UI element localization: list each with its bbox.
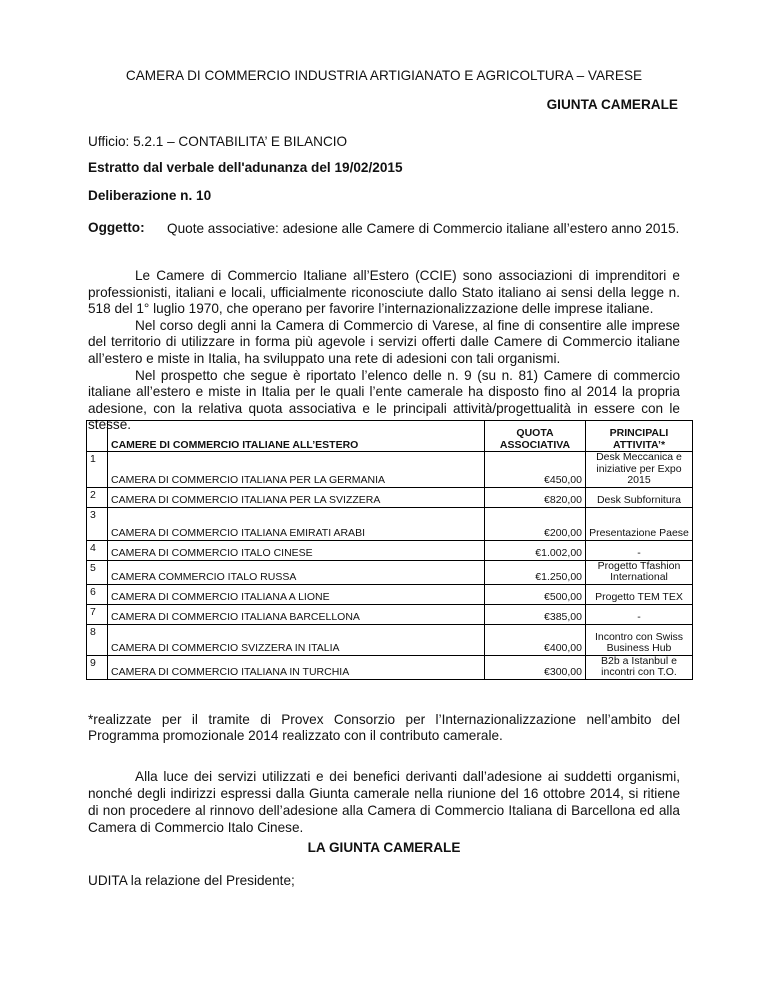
header-attivita: PRINCIPALI ATTIVITA’* <box>586 421 693 452</box>
row-number: 8 <box>87 624 108 655</box>
paragraph-3: Nel prospetto che segue è riportato l’elenco delle n. 9 (su n. 81) Camere di commercio italiane all’estero e miste in Italia per le quali l’ente camerale ha disposto fino al 2014 la propria adesione, con la relativa quota associativa e le principali attività/progettualità in essere con le stesse. <box>88 367 680 433</box>
row-attivita: Desk Subfornitura <box>586 487 693 507</box>
row-attivita: - <box>586 540 693 560</box>
closing-paragraph <box>88 768 680 836</box>
row-number: 6 <box>87 584 108 604</box>
la-giunta-heading: LA GIUNTA CAMERALE <box>307 840 461 855</box>
row-chamber-name: CAMERA DI COMMERCIO ITALIANA PER LA SVIZZERA <box>108 487 485 507</box>
oggetto-label: Oggetto: <box>88 220 145 235</box>
table-row <box>87 584 693 604</box>
row-number: 3 <box>87 507 108 540</box>
table-row <box>87 452 693 488</box>
row-attivita: Desk Meccanica e iniziative per Expo 2015 <box>586 452 693 488</box>
table-row <box>87 560 693 584</box>
table-row <box>87 655 693 679</box>
row-quota: €820,00 <box>485 487 586 507</box>
row-number: 1 <box>87 452 108 488</box>
header-quota: QUOTA ASSOCIATIVA <box>485 421 586 452</box>
paragraph-4: Alla luce dei servizi utilizzati e dei benefici derivanti dall’adesione ai suddetti organismi, nonché degli indirizzi espressi dalla Giunta camerale nella riunione del 16 ottobre 2014, si ritiene di non procedere al rinnovo dell’adesione alla Camera di Commercio Italiana di Barcellona ed alla Camera di Commercio Italo Cinese. <box>88 769 680 835</box>
row-attivita: - <box>586 604 693 624</box>
row-number: 9 <box>87 655 108 679</box>
table-row <box>87 624 693 655</box>
row-chamber-name: CAMERA DI COMMERCIO ITALIANA BARCELLONA <box>108 604 485 624</box>
table-header-row <box>87 421 693 452</box>
paragraph-1: Le Camere di Commercio Italiane all’Estero (CCIE) sono associazioni di imprenditori e professionisti, italiani e locali, ufficialmente riconosciute dallo Stato italiano ai sensi della legge n. 518 del 1° luglio 1970, che operano per favorire l’internazionalizzazione delle imprese italiane. <box>88 268 680 317</box>
row-quota: €400,00 <box>485 624 586 655</box>
header-blank-cell <box>87 421 108 452</box>
deliberazione-line: Deliberazione n. 10 <box>88 188 212 203</box>
chambers-table <box>86 420 693 680</box>
row-number: 4 <box>87 540 108 560</box>
row-attivita: B2b a Istanbul e incontri con T.O. <box>586 655 693 679</box>
ufficio-line: Ufficio: 5.2.1 – CONTABILITA’ E BILANCIO <box>88 134 348 149</box>
row-chamber-name: CAMERA COMMERCIO ITALO RUSSA <box>108 560 485 584</box>
row-quota: €200,00 <box>485 507 586 540</box>
paragraph-2: Nel corso degli anni la Camera di Commercio di Varese, al fine di consentire alle imprese del territorio di utilizzare in forma più agevole i servizi offerti dalle Camere di Commercio italiane all’estero e miste in Italia, ha sviluppato una rete di adesioni con tali organismi. <box>88 317 680 366</box>
row-attivita: Presentazione Paese <box>586 507 693 540</box>
row-chamber-name: CAMERA DI COMMERCIO ITALIANA A LIONE <box>108 584 485 604</box>
row-chamber-name: CAMERA DI COMMERCIO ITALIANA EMIRATI ARABI <box>108 507 485 540</box>
row-attivita: Progetto Tfashion International <box>586 560 693 584</box>
row-chamber-name: CAMERA DI COMMERCIO ITALO CINESE <box>108 540 485 560</box>
table-row <box>87 507 693 540</box>
row-chamber-name: CAMERA DI COMMERCIO ITALIANA IN TURCHIA <box>108 655 485 679</box>
row-quota: €300,00 <box>485 655 586 679</box>
row-number: 2 <box>87 487 108 507</box>
row-quota: €450,00 <box>485 452 586 488</box>
row-quota: €1.002,00 <box>485 540 586 560</box>
row-quota: €500,00 <box>485 584 586 604</box>
udita-line: UDITA la relazione del Presidente; <box>88 873 295 888</box>
chamber-header: CAMERA DI COMMERCIO INDUSTRIA ARTIGIANATO E AGRICOLTURA – VARESE <box>125 68 643 83</box>
giunta-title: GIUNTA CAMERALE <box>546 97 678 112</box>
row-quota: €385,00 <box>485 604 586 624</box>
row-number: 7 <box>87 604 108 624</box>
table-row <box>87 540 693 560</box>
header-name: CAMERE DI COMMERCIO ITALIANE ALL’ESTERO <box>108 421 485 452</box>
row-chamber-name: CAMERA DI COMMERCIO SVIZZERA IN ITALIA <box>108 624 485 655</box>
estratto-line: Estratto dal verbale dell'adunanza del 19/02/2015 <box>88 160 403 175</box>
table-body <box>87 452 693 680</box>
row-attivita: Progetto TEM TEX <box>586 584 693 604</box>
row-attivita: Incontro con Swiss Business Hub <box>586 624 693 655</box>
row-quota: €1.250,00 <box>485 560 586 584</box>
row-number: 5 <box>87 560 108 584</box>
table-row <box>87 487 693 507</box>
row-chamber-name: CAMERA DI COMMERCIO ITALIANA PER LA GERMANIA <box>108 452 485 488</box>
intro-paragraphs <box>88 268 680 434</box>
table-row <box>87 604 693 624</box>
oggetto-text: Quote associative: adesione alle Camere di Commercio italiane all’estero anno 2015. <box>167 221 680 236</box>
table-footnote: *realizzate per il tramite di Provex Consorzio per l’Internazionalizzazione nell’ambito del Programma promozionale 2014 realizzato con il contributo camerale. <box>88 712 680 743</box>
